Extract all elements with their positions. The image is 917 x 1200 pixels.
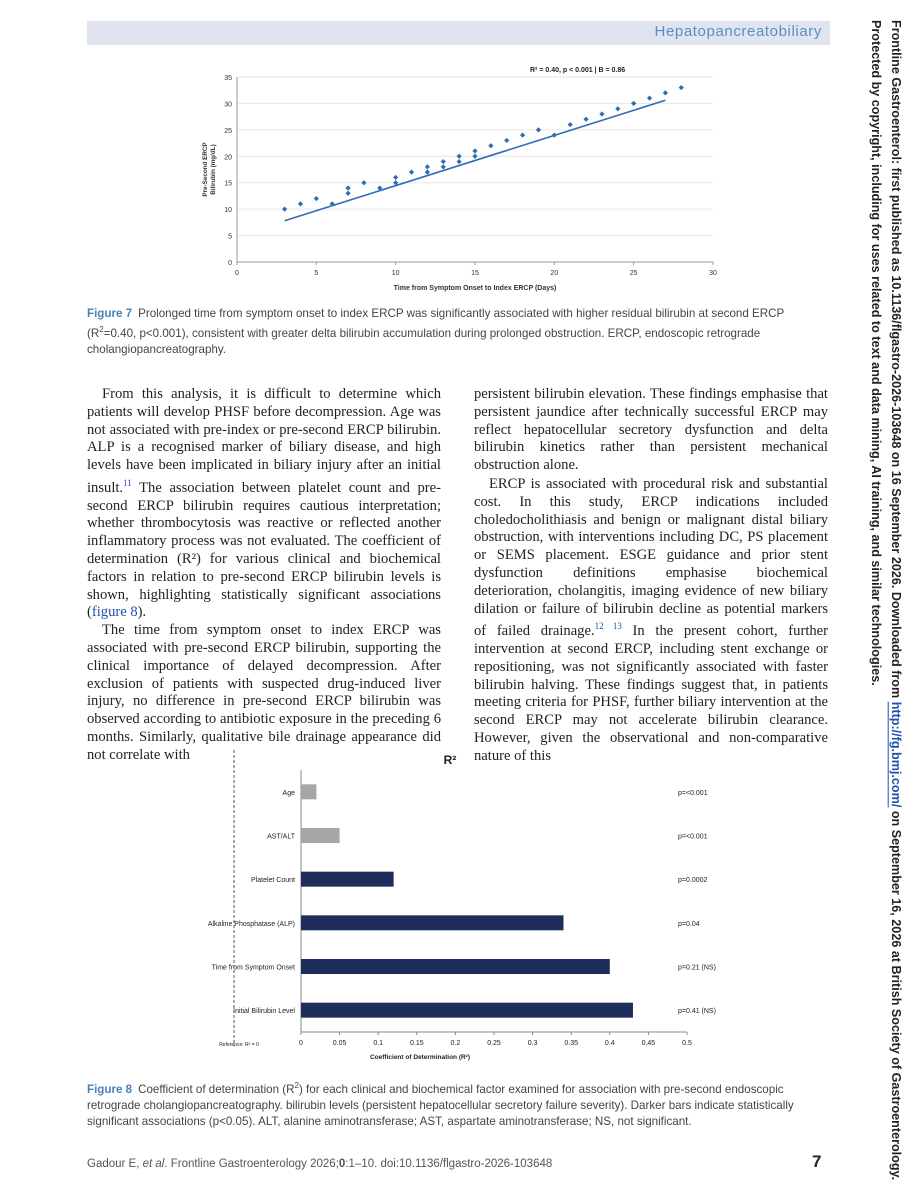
figure-8-label: Figure 8 <box>87 1082 133 1096</box>
reference-link-12-13[interactable]: 12 13 <box>594 621 622 632</box>
bar <box>301 959 610 974</box>
data-point <box>488 143 493 148</box>
footer-doi: :1–10. doi:10.1136/flgastro-2026-103648 <box>345 1158 553 1170</box>
x-tick-label: 0.3 <box>527 1040 538 1047</box>
data-point <box>568 122 573 127</box>
data-point <box>631 101 636 106</box>
y-tick-label: 5 <box>228 233 232 241</box>
x-tick-label: 0.1 <box>373 1040 384 1047</box>
figure-8-caption <box>87 1078 827 1130</box>
p-value-label: p=0.41 (NS) <box>678 1008 716 1016</box>
y-tick-label: 30 <box>224 101 232 109</box>
right-paragraph-2-text: ERCP is associated with procedural risk and substantial cost. In this study, ERCP indications included choledocholithiasis and benign or malignant distal biliary obstruction, with interventions including DC, PS placement or SEMS placement. ESGE guidance and prior stent dysfunction definitions emphasise biochemical deterioration, cholangitis, imaging evidence of new biliary dilation or failure of bilirubin decline as potential markers of failed drainage. <box>474 475 828 640</box>
left-paragraph-1 <box>87 386 441 622</box>
x-tick-label: 0.4 <box>604 1040 615 1047</box>
category-label: AST/ALT <box>267 833 295 841</box>
figure-7-label: Figure 7 <box>87 307 133 320</box>
x-axis-label: Time from Symptom Onset to Index ERCP (Days) <box>393 285 557 292</box>
x-tick-label: 20 <box>550 270 559 277</box>
footer-authors: Gadour E, <box>87 1158 143 1170</box>
data-point <box>393 175 398 180</box>
data-point <box>552 133 557 138</box>
y-tick-label: 25 <box>224 127 232 135</box>
journal-site-link[interactable]: http://fg.bmj.com/ <box>889 701 903 808</box>
left-paragraph-1-text-2: The association between platelet count and pre-second ERCP bilirubin requires cautious interpretation; whether thrombocytosis was reactive or reflected another inflammatory process was not evaluated. The coefficient of determination (R²) for various clinical and biochemical factors in relation to pre-second ERCP bilirubin levels is shown, highlighting statistically significant associations ( <box>87 479 441 621</box>
x-tick-label: 0.15 <box>409 1040 424 1047</box>
y-axis-label-line: Pre-Second ERCP <box>202 142 209 197</box>
data-point <box>599 111 604 116</box>
x-tick-label: 0 <box>299 1040 303 1047</box>
regression-line <box>285 100 666 221</box>
data-point <box>425 164 430 169</box>
figure-7-caption-text-2: =0.40, p<0.001), consistent with greater delta bilirubin accumulation during prolonged obstruction. ERCP, endoscopic retrograde cholangiopancreatography. <box>87 326 761 356</box>
bar <box>301 784 316 799</box>
data-point <box>457 159 462 164</box>
y-axis-label-line: Bilirubin (mg/dL) <box>210 144 217 195</box>
figure-7-scatter-chart <box>180 55 740 295</box>
data-point <box>345 191 350 196</box>
p-value-label: p=<0.001 <box>678 789 708 797</box>
chart-title: R² <box>443 753 457 767</box>
x-tick-label: 0.45 <box>641 1040 656 1047</box>
left-paragraph-2: The time from symptom onset to index ERCP was associated with pre-second ERCP bilirubin, supporting the clinical importance of delayed decompression. After exclusion of patients with suspected drug-induced liver injury, no difference in pre-second ERCP bilirubin was observed according to antibiotic exposure in the preceding 6 months. Similarly, qualitative bile drainage appearance did not correlate with <box>87 622 441 763</box>
sidebar-text: Frontline Gastroenterol: first published as 10.1136/flgastro-2026-103648 on 16 September 2026. Downloaded from <box>889 20 903 702</box>
x-tick-label: 0 <box>235 270 239 277</box>
data-point <box>536 127 541 132</box>
data-point <box>457 154 462 159</box>
sidebar-copyright-line: Protected by copyright, including for uses related to text and data mining, AI training, and similar technologies. <box>869 20 883 686</box>
left-column <box>87 386 441 765</box>
figure-7-caption-sup: 2 <box>99 325 104 334</box>
data-point <box>441 164 446 169</box>
left-paragraph-1-text-3: ). <box>137 604 147 621</box>
p-value-label: p=0.04 <box>678 920 700 928</box>
footer-journal: . Frontline Gastroenterology <box>164 1158 307 1170</box>
figure-8-caption-sup: 2 <box>294 1081 299 1090</box>
category-label: Platelet Count <box>251 877 295 885</box>
x-tick-label: 25 <box>629 270 638 277</box>
data-point <box>679 85 684 90</box>
data-point <box>409 170 414 175</box>
y-tick-label: 20 <box>224 154 232 162</box>
data-point <box>345 185 350 190</box>
right-paragraph-2 <box>474 476 828 766</box>
data-point <box>663 90 668 95</box>
footer-volume: 0 <box>338 1158 346 1170</box>
x-tick-label: 5 <box>314 270 319 277</box>
figure-7-caption-text: Prolonged time from symptom onset to index ERCP was significantly associated with higher residual bilirubin at second ERCP (R <box>87 307 785 340</box>
data-point <box>441 159 446 164</box>
data-point <box>282 207 287 212</box>
data-point <box>361 180 366 185</box>
right-column <box>474 386 828 766</box>
data-point <box>472 148 477 153</box>
x-tick-label: 0.5 <box>682 1040 692 1047</box>
x-tick-label: 0.35 <box>564 1040 579 1047</box>
reference-link-11[interactable]: 11 <box>123 477 132 488</box>
data-point <box>647 96 652 101</box>
data-point <box>314 196 319 201</box>
x-tick-label: 10 <box>391 270 400 277</box>
p-value-label: p=0.21 (NS) <box>678 964 716 972</box>
category-label: Initial Bilirubin Level <box>233 1008 295 1016</box>
section-title: Hepatopancreatobiliary <box>654 23 822 40</box>
footer-etal: et al <box>142 1158 165 1170</box>
data-point <box>520 133 525 138</box>
p-value-label: p=<0.001 <box>678 833 708 841</box>
page-footer <box>87 1158 552 1170</box>
copyright-sidebar <box>863 20 907 1180</box>
section-banner <box>87 21 830 45</box>
x-tick-label: 0.25 <box>487 1040 501 1047</box>
figure-8-bar-chart <box>180 742 740 1072</box>
y-axis-label <box>202 142 217 196</box>
sidebar-download-line <box>887 20 905 1180</box>
figure-7-caption <box>87 306 827 358</box>
data-point <box>425 170 430 175</box>
x-axis-label: Coefficient of Determination (R²) <box>369 1054 471 1061</box>
left-paragraph-1-text: From this analysis, it is difficult to determine which patients will develop PHSF before decompression. Age was not associated with pre-index or pre-second ERCP bilirubin. ALP is a recognised marker of biliary disease, and high levels have been implicated in biliary injury after an initial insult. <box>87 386 441 496</box>
data-point <box>298 201 303 206</box>
footer-citation: 2026; <box>306 1158 339 1170</box>
x-tick-label: 15 <box>471 270 479 277</box>
data-point <box>583 117 588 122</box>
sidebar-text-continued: on September 16, 2026 at British Society of Gastroenterology. <box>889 807 903 1181</box>
x-tick-label: 0.05 <box>332 1040 347 1047</box>
bar <box>301 1003 633 1018</box>
category-label: Alkaline Phosphatase (ALP) <box>207 920 295 928</box>
right-paragraph-2-text-2: In the present cohort, further intervention at second ERCP, including stent exchange or repositioning, was not significantly associated with faster bilirubin halving. These findings suggest that, in patients meeting criteria for PHSF, further biliary intervention at the second ERCP may not accelerate bilirubin clearance. However, given the observational and non-comparative nature of this <box>474 623 829 764</box>
stats-annotation: R² = 0.40, p < 0.001 | B = 0.86 <box>530 67 626 74</box>
y-tick-label: 35 <box>224 75 232 82</box>
p-value-label: p=0.0002 <box>678 877 708 885</box>
x-tick-label: 0.2 <box>450 1040 461 1047</box>
page-number: 7 <box>812 1152 822 1171</box>
figure-8-link[interactable]: figure 8 <box>91 604 138 621</box>
y-tick-label: 10 <box>224 207 232 215</box>
right-paragraph-1: persistent bilirubin elevation. These findings emphasise that persistent jaundice after technically successful ERCP may reflect hepatocellular secretory dysfunction and delta bilirubin kinetics rather than persistent mechanical obstruction alone. <box>474 386 828 474</box>
data-point <box>615 106 620 111</box>
data-point <box>504 138 509 143</box>
x-tick-label: 30 <box>709 270 717 277</box>
data-point <box>472 154 477 159</box>
bar <box>301 915 563 930</box>
figure-8-caption-text-2: ) for each clinical and biochemical factor examined for association with pre-second endoscopic retrograde cholangiopancreatography. bilirubin levels (persistent hepatocellular secretory failure severity). Darker bars indicate statistically significant associations (p<0.05). ALT, alanine aminotransferase; AST, aspartate aminotransferase; NS, not significant. <box>87 1082 794 1128</box>
y-tick-label: 15 <box>224 180 232 188</box>
category-label: Age <box>282 789 295 797</box>
reference-label: Reference: R² = 0 <box>219 1042 259 1048</box>
figure-8-caption-text: Coefficient of determination (R <box>138 1082 295 1096</box>
category-label: Time from Symptom Onset <box>211 964 295 972</box>
bar <box>301 828 340 843</box>
bar <box>301 872 394 887</box>
y-tick-label: 0 <box>228 260 232 267</box>
